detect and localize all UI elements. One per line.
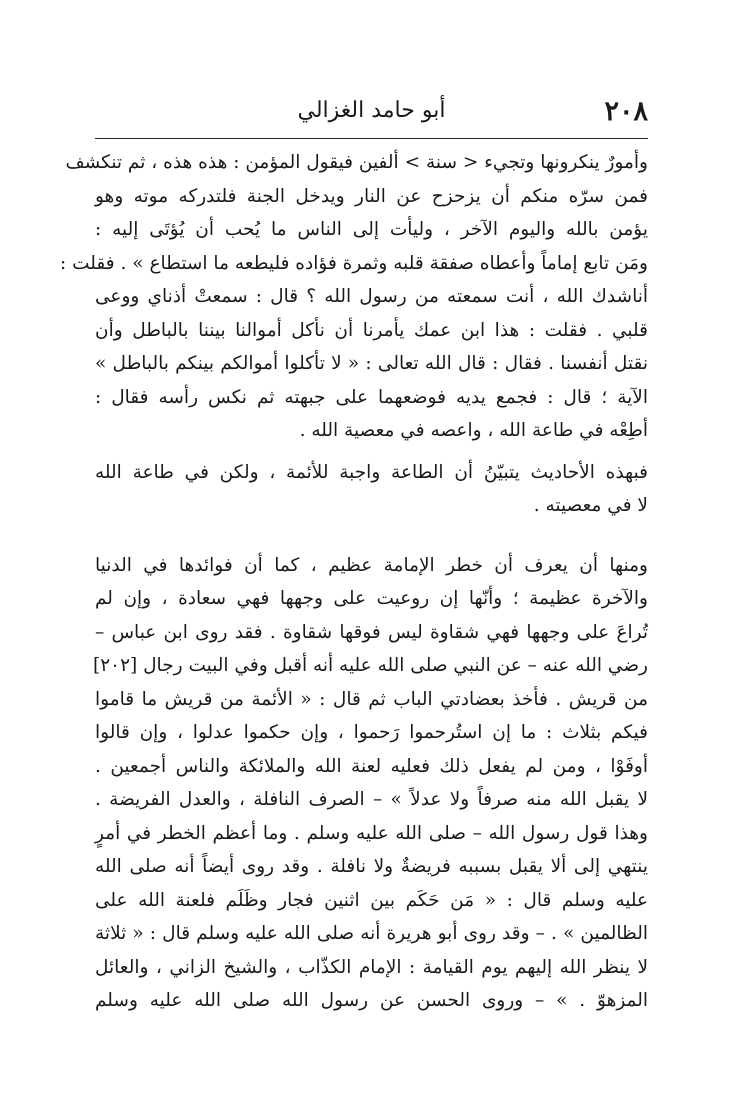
text-line: تُراعَ على وجهها فهي شقاوة ليس فوقها شقاوة . فقد روى ابن عباس – bbox=[95, 621, 648, 643]
text-line: ينتهي إلى ألا يقبل بسببه فريضةٌ ولا نافلة . وقد روى أيضاً أنه صلى الله bbox=[95, 856, 648, 877]
text-line: نقتل أنفسنا . فقال : قال الله تعالى : « لا تأكلوا أموالكم بينكم بالباطل » bbox=[95, 353, 648, 374]
paragraph bbox=[95, 456, 648, 523]
text-line: وهذا قول رسول الله – صلى الله عليه وسلم . وما أعظم الخطر في أمرٍ bbox=[95, 822, 648, 844]
text-line: الظالمين » . – وقد روى أبو هريرة أنه صلى الله عليه وسلم قال : « ثلاثة bbox=[95, 923, 648, 944]
paragraph bbox=[60, 146, 648, 448]
text-line: وأمورٌ ينكرونها وتجيء < سنة > ألفين فيقول المؤمن : هذه هذه ، ثم تنكشف bbox=[65, 152, 648, 173]
page-header bbox=[95, 92, 648, 132]
text-line: قلبي . فقلت : هذا ابن عمك يأمرنا أن نأكل أموالنا بيننا بالباطل وأن bbox=[95, 319, 648, 341]
paragraph bbox=[92, 549, 648, 1018]
header-rule bbox=[95, 138, 648, 139]
text-line: والآخرة عظيمة ؛ وأنّها إن روعيت على وجهها فهي سعادة ، وإن لم bbox=[95, 588, 648, 609]
text-line: أناشدك الله ، أنت سمعته من رسول الله ؟ قال : سمعتْ أذناي ووعى bbox=[95, 286, 648, 307]
text-line: الآية ؛ قال : فجمع يديه فوضعهما على جبهته ثم نكس رأسه فقال : bbox=[95, 386, 648, 408]
page-number: ٢٠٨ bbox=[604, 96, 648, 127]
text-line: لا في معصيته . bbox=[533, 495, 648, 516]
text-line: ومَن تابع إماماً وأعطاه صفقة قلبه وثمرة فؤاده فليطعه ما استطاع » . فقلت : bbox=[60, 252, 648, 274]
text-line: لا ينظر الله إليهم يوم القيامة : الإمام الكذّاب ، والشيخ الزاني ، والعائل bbox=[95, 956, 648, 978]
text-line: أطِعْه في طاعة الله ، واعصه في معصية الله . bbox=[299, 420, 648, 441]
text-line: فبهذه الأحاديث يتبيّنُ أن الطاعة واجبة للأئمة ، ولكن في طاعة الله bbox=[95, 461, 648, 483]
text-line: أوفَوْا ، ومن لم يفعل ذلك فعليه لعنة الله والملائكة والناس أجمعين . bbox=[95, 755, 648, 777]
text-line: ومنها أن يعرف أن خطر الإمامة عظيم ، كما أن فوائدها في الدنيا bbox=[95, 554, 648, 576]
text-line: لا يقبل الله منه صرفاً ولا عدلاً » – الصرف النافلة ، والعدل الفريضة . bbox=[95, 789, 648, 810]
text-line: يؤمن بالله واليوم الآخر ، وليأت إلى الناس ما يُحب أن يُؤتَى إليه : bbox=[95, 219, 648, 240]
text-line: من قريش . فأخذ بعضادتي الباب ثم قال : « الأئمة من قريش ما قاموا bbox=[95, 688, 648, 710]
body-text bbox=[60, 146, 648, 1018]
text-line: عليه وسلم قال : « مَن حَكَم بين اثنين فجار وظَلَم فلعنة الله على bbox=[95, 889, 648, 911]
text-line: رضي الله عنه – عن النبي صلى الله عليه أنه أقبل وفي البيت رجال [٢٠٢] bbox=[92, 655, 648, 676]
text-line: فمن سرّه منكم أن يزحزح عن النار ويدخل الجنة فلتدركه موته وهو bbox=[95, 185, 648, 207]
text-line: فيكم بثلاث : ما إن استُرحموا رَحموا ، وإن حكموا عدلوا ، وإن قالوا bbox=[95, 722, 648, 743]
text-line: المزهوّ . » – وروى الحسن عن رسول الله صلى الله عليه وسلم bbox=[95, 990, 648, 1011]
running-title: أبو حامد الغزالي bbox=[297, 98, 446, 123]
